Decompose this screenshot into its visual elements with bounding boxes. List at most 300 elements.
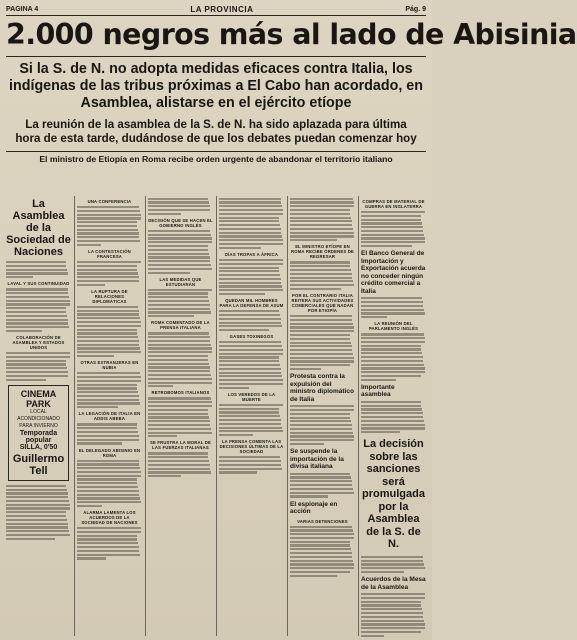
column-5-text <box>290 261 355 290</box>
text-line <box>361 234 424 236</box>
text-line <box>290 334 350 336</box>
text-line <box>77 372 140 374</box>
text-line <box>290 488 353 490</box>
text-line <box>77 387 137 389</box>
text-line <box>148 332 209 334</box>
text-line <box>6 515 66 517</box>
text-line <box>77 501 141 503</box>
text-line <box>290 571 350 573</box>
text-line <box>290 428 352 430</box>
column-4-subhead-5: LA PRENSA COMENTA LAS DECISIONES ÚLTIMAS DE LA SOCIEDAD <box>219 439 284 455</box>
cinema-line-1: LOCAL ACONDICIONADO PARA INVIERNO <box>17 408 60 429</box>
column-2-text <box>77 423 142 444</box>
cinema-line-3: SILLA, 0'50 <box>19 443 58 451</box>
column-3-text <box>148 230 213 274</box>
column-2-text <box>77 206 142 246</box>
text-line <box>290 315 352 317</box>
text-line <box>77 310 139 312</box>
column-1-text <box>6 261 71 278</box>
column-1-subhead-1: LAVAL Y SUS CONTINUIDAD <box>7 281 70 287</box>
column-2-subhead-5: LA LEGACIÓN DE ITALIA EN ADDIS ABEBA <box>78 411 141 422</box>
text-line <box>290 541 350 543</box>
text-line <box>290 556 352 558</box>
text-line <box>148 249 208 251</box>
column-4-subhead-3: GASES TOXINEGOS <box>229 334 274 340</box>
text-line <box>6 326 69 328</box>
text-line <box>77 538 137 540</box>
text-line <box>148 355 208 357</box>
column-1-subhead-2: COLABORACIÓN DE ASAMBLEA Y ESTADOS UNIDOS <box>12 335 65 351</box>
text-line <box>77 391 138 393</box>
text-line <box>6 296 69 298</box>
column-2-text <box>77 460 142 508</box>
text-line <box>361 312 425 314</box>
text-line <box>290 288 341 290</box>
text-line <box>77 423 137 425</box>
text-line <box>219 322 281 324</box>
column-6-text <box>361 401 426 433</box>
text-line <box>6 504 70 506</box>
text-line <box>361 241 425 243</box>
text-line <box>148 378 212 380</box>
column-6-headline-2: Importante asamblea <box>361 383 395 399</box>
column-2-subhead-6: EL DELEGADO ABISINIO EN ROMA <box>78 447 141 458</box>
text-line <box>148 435 177 437</box>
text-line <box>6 352 70 354</box>
text-line <box>6 292 68 294</box>
text-line <box>219 239 283 241</box>
text-line <box>219 349 283 351</box>
text-line <box>148 289 212 291</box>
text-line <box>361 360 423 362</box>
text-line <box>361 604 421 606</box>
text-line <box>148 452 208 454</box>
text-line <box>77 355 114 357</box>
text-line <box>361 245 412 247</box>
text-line <box>6 307 66 309</box>
text-line <box>361 608 422 610</box>
text-line <box>219 263 283 265</box>
text-line <box>290 417 350 419</box>
text-line <box>290 575 337 577</box>
text-line <box>361 305 423 307</box>
text-line <box>6 523 68 525</box>
column-4-subhead-1: DÍAS TROPAS A ÁFRICA <box>224 251 279 257</box>
text-line <box>361 230 423 232</box>
text-line <box>219 379 283 381</box>
text-line <box>361 597 425 599</box>
text-line <box>77 497 140 499</box>
text-line <box>290 405 354 407</box>
text-line <box>361 297 422 299</box>
text-line <box>6 538 55 540</box>
text-line <box>219 270 279 272</box>
column-6-text <box>361 211 426 247</box>
text-line <box>361 616 423 618</box>
text-line <box>77 494 139 496</box>
masthead <box>6 4 426 16</box>
text-line <box>219 318 281 320</box>
text-line <box>6 485 66 487</box>
text-line <box>219 278 281 280</box>
text-line <box>77 210 140 212</box>
text-line <box>77 463 139 465</box>
page-label: PAGINA 4 <box>6 6 39 13</box>
text-line <box>361 345 421 347</box>
column-4-subhead-4: LOS VEREDOS DE LA MUERTE <box>227 391 276 402</box>
text-line <box>148 475 181 477</box>
cinema-name: CINEMA PARK <box>20 388 57 409</box>
text-line <box>148 198 208 200</box>
text-line <box>219 464 281 466</box>
text-line <box>77 244 101 246</box>
text-line <box>148 432 212 434</box>
text-line <box>77 332 137 334</box>
column-6-text <box>361 556 426 573</box>
text-line <box>148 428 211 430</box>
text-line <box>148 374 211 376</box>
text-line <box>77 214 141 216</box>
column-2-text <box>77 372 142 408</box>
text-line <box>219 198 281 200</box>
text-line <box>148 300 209 302</box>
text-line <box>361 631 421 633</box>
text-line <box>361 408 422 410</box>
text-line <box>148 409 208 411</box>
text-line <box>77 329 137 331</box>
text-line <box>290 526 352 528</box>
text-line <box>361 620 424 622</box>
column-2-subhead-2: LA CONTESTACIÓN FRANCESA <box>88 249 131 259</box>
text-line <box>361 367 425 369</box>
text-line <box>148 385 173 387</box>
column-3-text <box>148 332 213 387</box>
column-5-headline-1: Protesta contra la expulsión del ministro diplomático de Italia <box>290 373 354 403</box>
column-2-subhead-1: UNA CONFERENCIA <box>87 199 132 204</box>
text-line <box>148 456 208 458</box>
headline-deck: Si la S. de N. no adopta medidas eficaces contra Italia, los indígenas de las tribus próximas a El Cabo han acordado, en Asamblea, alistarse en el ejército etíope <box>6 56 426 112</box>
column-3-subhead-4: RETROBOMOS ITALIANOS <box>151 390 210 396</box>
text-line <box>219 220 279 222</box>
text-line <box>361 431 400 433</box>
text-line <box>361 375 421 377</box>
text-line <box>77 313 139 315</box>
text-line <box>148 272 190 274</box>
text-line <box>77 351 141 353</box>
text-line <box>290 273 352 275</box>
text-line <box>77 478 137 480</box>
text-line <box>361 364 424 366</box>
text-line <box>361 612 423 614</box>
text-line <box>219 228 281 230</box>
column-3-text <box>148 452 213 477</box>
text-line <box>290 424 352 426</box>
column-3 <box>145 196 213 636</box>
column-5-text <box>290 473 355 498</box>
text-line <box>290 284 354 286</box>
text-line <box>77 527 141 529</box>
sub-headline: El ministro de Etiopía en Roma recibe orden urgente de abandonar el territorio italiano <box>39 154 393 164</box>
text-line <box>219 247 261 249</box>
text-line <box>148 315 194 317</box>
text-line <box>6 319 68 321</box>
column-6-text <box>361 333 426 381</box>
text-line <box>219 353 283 355</box>
text-line <box>219 274 280 276</box>
text-line <box>290 338 350 340</box>
text-line <box>6 300 70 302</box>
text-line <box>77 546 139 548</box>
column-5-text <box>290 405 355 445</box>
column-6 <box>358 196 426 636</box>
text-line <box>290 349 352 351</box>
text-line <box>77 236 139 238</box>
cinema-line-2: Temporada popular <box>19 429 58 444</box>
text-line <box>361 356 423 358</box>
text-line <box>77 321 141 323</box>
text-line <box>219 471 257 473</box>
text-line <box>290 492 354 494</box>
text-line <box>290 265 350 267</box>
text-line <box>361 424 425 426</box>
text-line <box>290 213 350 215</box>
text-line <box>290 228 353 230</box>
column-5-subhead-2: POR EL CONTRARIO ITALIA REITERA SUS ACTIVIDADES COMERCIALES QUE NADAN POR ETIOPÍA <box>291 293 354 314</box>
text-line <box>77 240 140 242</box>
text-line <box>219 205 282 207</box>
text-line <box>148 424 210 426</box>
text-line <box>219 293 265 295</box>
column-2-subhead-7: ALARMA LAMENTA LOS ACUERDOS DE LA SOCIEDAD DE NACIONES <box>81 510 138 526</box>
text-line <box>290 235 354 237</box>
cinema-advertisement <box>8 385 69 481</box>
text-line <box>361 211 425 213</box>
text-line <box>148 260 210 262</box>
text-line <box>77 486 138 488</box>
text-line <box>77 402 140 404</box>
text-line <box>148 382 212 384</box>
text-line <box>6 375 68 377</box>
text-line <box>148 351 212 353</box>
column-4-text <box>219 198 284 249</box>
text-line <box>290 413 350 415</box>
text-line <box>77 431 138 433</box>
column-4-text <box>219 341 284 389</box>
text-line <box>6 356 70 358</box>
text-line <box>148 359 208 361</box>
text-line <box>219 368 281 370</box>
text-line <box>219 213 283 215</box>
text-line <box>6 363 66 365</box>
column-5-headline-3: El espionaje en acción <box>290 500 338 516</box>
text-line <box>148 468 210 470</box>
text-line <box>6 272 68 274</box>
text-line <box>290 277 352 279</box>
text-line <box>361 427 425 429</box>
text-line <box>77 531 141 533</box>
text-line <box>290 473 350 475</box>
text-line <box>290 439 354 441</box>
text-line <box>219 232 281 234</box>
text-line <box>290 360 354 362</box>
text-line <box>290 330 354 332</box>
text-line <box>148 344 211 346</box>
text-line <box>148 370 210 372</box>
text-line <box>290 443 324 445</box>
text-line <box>6 265 66 267</box>
text-line <box>219 235 282 237</box>
text-line <box>148 397 211 399</box>
text-line <box>6 379 46 381</box>
text-line <box>219 387 249 389</box>
text-line <box>148 209 210 211</box>
text-line <box>148 347 212 349</box>
text-line <box>290 495 328 497</box>
text-line <box>290 220 352 222</box>
text-line <box>361 337 425 339</box>
text-line <box>290 420 351 422</box>
text-line <box>148 253 209 255</box>
column-1 <box>6 196 71 636</box>
text-line <box>219 345 282 347</box>
text-line <box>290 409 354 411</box>
text-line <box>290 435 354 437</box>
text-line <box>219 325 282 327</box>
text-line <box>361 563 424 565</box>
text-line <box>290 209 350 211</box>
text-line <box>219 404 283 406</box>
text-line <box>361 348 421 350</box>
text-line <box>77 490 139 492</box>
text-line <box>148 296 208 298</box>
column-5-text <box>290 526 355 577</box>
text-line <box>361 416 423 418</box>
text-line <box>290 342 351 344</box>
text-line <box>77 265 137 267</box>
text-line <box>361 405 421 407</box>
text-line <box>6 496 68 498</box>
text-line <box>290 544 350 546</box>
text-line <box>219 341 281 343</box>
text-line <box>6 269 67 271</box>
text-line <box>290 201 354 203</box>
text-line <box>361 401 421 403</box>
column-2-subhead-3: LA RUPTURA DE RELACIONES DIPLOMÁTICAS <box>91 288 128 304</box>
column-3-subhead-3: ROMA COMENTADO DE LA PRENSA ITALIANA <box>151 320 210 331</box>
column-2 <box>74 196 142 636</box>
text-line <box>148 366 210 368</box>
text-line <box>361 627 425 629</box>
text-line <box>290 537 354 539</box>
text-line <box>148 256 210 258</box>
column-3-subhead-5: SE FRUSTRA LA MORAL DE LAS FUERZAS ITALIANAS <box>149 440 211 451</box>
text-line <box>219 360 279 362</box>
text-line <box>361 237 425 239</box>
text-line <box>148 234 211 236</box>
text-line <box>148 264 211 266</box>
text-line <box>361 222 422 224</box>
text-line <box>219 356 279 358</box>
text-line <box>219 209 283 211</box>
text-line <box>77 442 122 444</box>
text-line <box>219 468 282 470</box>
text-line <box>219 383 283 385</box>
text-line <box>148 245 208 247</box>
text-line <box>361 316 387 318</box>
text-line <box>290 533 354 535</box>
paper-name: LA PROVINCIA <box>190 5 254 14</box>
column-5-subhead-1: EL MINISTRO ETÍOPE EN ROMA RECIBE ÓRDENES DE REGRESAR <box>291 244 354 260</box>
text-line <box>361 556 423 558</box>
text-line <box>219 267 279 269</box>
text-line <box>6 489 67 491</box>
text-line <box>148 205 210 207</box>
text-line <box>148 213 181 215</box>
text-line <box>148 304 210 306</box>
column-4-text <box>219 456 284 473</box>
text-line <box>77 399 139 401</box>
text-line <box>219 430 283 432</box>
text-line <box>6 492 68 494</box>
text-line <box>148 201 209 203</box>
text-line <box>77 505 102 507</box>
text-line <box>290 567 354 569</box>
text-line <box>148 292 208 294</box>
text-line <box>361 226 423 228</box>
text-line <box>77 406 118 408</box>
secondary-deck: La reunión de la asamblea de la S. de N. ha sido aplazada para última hora de esta tarde, dudándose de que los debates puedan comenzar hoy <box>15 118 417 145</box>
column-1-text <box>6 485 71 540</box>
text-line <box>148 416 209 418</box>
text-line <box>77 550 139 552</box>
text-line <box>361 593 425 595</box>
text-line <box>290 205 354 207</box>
text-line <box>6 500 69 502</box>
text-line <box>77 280 139 282</box>
text-line <box>6 303 70 305</box>
text-line <box>77 217 141 219</box>
text-line <box>148 311 211 313</box>
text-line <box>219 434 253 436</box>
text-line <box>361 215 421 217</box>
text-line <box>361 341 425 343</box>
text-line <box>77 376 141 378</box>
text-line <box>77 229 138 231</box>
text-line <box>77 384 137 386</box>
text-line <box>219 408 279 410</box>
column-3-text <box>148 198 213 215</box>
text-line <box>219 456 280 458</box>
text-line <box>219 285 282 287</box>
text-line <box>290 563 354 565</box>
text-line <box>148 308 210 310</box>
text-line <box>77 272 138 274</box>
text-line <box>361 560 423 562</box>
text-line <box>148 401 212 403</box>
text-line <box>77 317 140 319</box>
text-line <box>290 269 351 271</box>
text-line <box>148 460 209 462</box>
text-line <box>77 395 139 397</box>
text-line <box>219 375 282 377</box>
text-line <box>77 475 141 477</box>
column-1-text <box>6 288 71 332</box>
text-line <box>77 557 106 559</box>
main-headline: 2.000 negros más al lado de Abisinia <box>6 18 577 51</box>
column-4-text <box>219 404 284 436</box>
text-line <box>290 357 354 359</box>
column-2-text <box>77 306 142 357</box>
